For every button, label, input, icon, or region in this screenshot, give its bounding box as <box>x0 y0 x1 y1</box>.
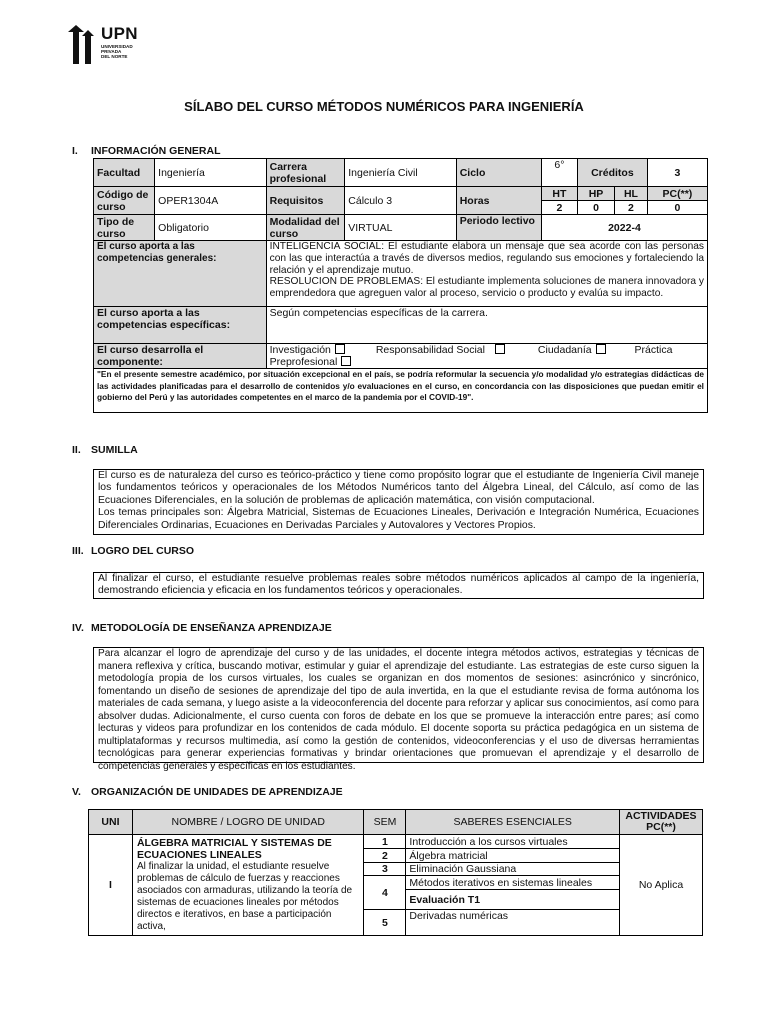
logro-box <box>93 572 704 599</box>
periodo-label: Periodo lectivo <box>456 215 541 241</box>
ht-label: HT <box>541 187 577 201</box>
sumilla-topics: Los temas principales son: Álgebra Matricial, Sistemas de Ecuaciones Lineales, Derivación e Integración Numérica, Ecuaciones Diferenciales Ordinarias, Ecuaciones en Derivadas Parciales y Autovalores y Vectores Propios. <box>98 507 699 531</box>
pc-label: PC(**) <box>647 187 707 201</box>
col-header-sem: SEM <box>364 810 406 835</box>
carrera-value: Ingeniería Civil <box>345 159 456 187</box>
logo-name: UPN <box>101 24 138 43</box>
codigo-value: OPER1304A <box>155 187 266 215</box>
saber-item: Métodos iterativos en sistemas lineales <box>406 876 620 890</box>
ciclo-value: 6° <box>541 159 577 187</box>
sumilla-text: El curso es de naturaleza del curso es teórico-práctico y tiene como propósito lograr que el estudiante de Ingeniería Civil maneje los fundamentos teóricos y operacionales de los Métodos Numéricos tanto del Álgebra Lineal, del Cálculo, así como de las Ecuaciones Diferenciales, en la solución de problemas de aplicación matemática, con visión computacional. <box>98 470 699 506</box>
hl-value: 2 <box>615 201 648 215</box>
sem-number: 1 <box>364 835 406 849</box>
checkbox-icon <box>335 344 345 354</box>
section-number: V. <box>72 786 81 798</box>
ht-value: 2 <box>541 201 577 215</box>
facultad-value: Ingeniería <box>155 159 266 187</box>
sem-number: 2 <box>364 849 406 863</box>
table-row <box>89 835 703 849</box>
requisitos-label: Requisitos <box>266 187 345 215</box>
covid-note: "En el presente semestre académico, por situación excepcional en el país, se podría reformular la secuencia y/o modalidad y/o estrategias didácticas de las actividades planificadas para el desarrollo de contenidos y/o evaluaciones en el curso, en concordancia con las disposiciones que puedan emitir el gobierno del Perú y las autoridades competentes en el marco de la pandemia por el COVID-19". <box>94 369 708 413</box>
comp-generales-1: INTELIGENCIA SOCIAL: El estudiante elabora un mensaje que sea acorde con las personas con las que interactúa a través de diversos medios, regulando sus emociones y fortaleciendo la relación y el aprendizaje mutuo. <box>269 241 704 276</box>
unit-number: I <box>89 835 133 936</box>
unit-actividades: No Aplica <box>619 835 702 936</box>
hp-value: 0 <box>577 201 614 215</box>
col-header-actividades: ACTIVIDADES PC(**) <box>619 810 702 835</box>
tipo-value: Obligatorio <box>155 215 266 241</box>
saber-item: Derivadas numéricas <box>406 910 620 936</box>
comp-responsabilidad: Responsabilidad Social <box>376 344 505 356</box>
facultad-label: Facultad <box>94 159 155 187</box>
page-title: SÍLABO DEL CURSO MÉTODOS NUMÉRICOS PARA INGENIERÍA <box>184 99 584 114</box>
sem-number: 5 <box>364 910 406 936</box>
ciclo-label: Ciclo <box>456 159 541 187</box>
comp-practica: Práctica Preprofesional <box>269 344 673 368</box>
creditos-label: Créditos <box>577 159 647 187</box>
carrera-label: Carrera profesional <box>266 159 345 187</box>
codigo-label: Código de curso <box>94 187 155 215</box>
hp-label: HP <box>577 187 614 201</box>
col-header-saberes: SABERES ESENCIALES <box>406 810 620 835</box>
sem-number: 4 <box>364 876 406 910</box>
logro-text: Al finalizar el curso, el estudiante resuelve problemas reales sobre métodos numéricos aplicados al campo de la ingeniería, demostrando eficiencia y eficacia en los fundamentos teóricos y operacionales. <box>98 573 699 597</box>
comp-investigacion: Investigación <box>270 344 345 356</box>
saber-item: Álgebra matricial <box>406 849 620 863</box>
componente-options <box>266 344 707 369</box>
comp-generales-2: RESOLUCION DE PROBLEMAS: El estudiante implementa soluciones de manera innovadora y emprendedora que agreguen valor al proceso, servicio o producto y evalúa su impacto. <box>269 276 704 300</box>
comp-especificas-value: Según competencias específicas de la carrera. <box>266 307 707 344</box>
section-number: I. <box>72 145 78 157</box>
checkbox-icon <box>596 344 606 354</box>
info-table <box>93 158 708 413</box>
section-title-unidades: ORGANIZACIÓN DE UNIDADES DE APRENDIZAJE <box>91 786 343 798</box>
section-number: II. <box>72 444 81 456</box>
section-title-info: INFORMACIÓN GENERAL <box>91 145 221 157</box>
comp-generales-label: El curso aporta a las competencias generales: <box>94 241 267 307</box>
modalidad-label: Modalidad del curso <box>266 215 345 241</box>
tipo-label: Tipo de curso <box>94 215 155 241</box>
pc-value: 0 <box>647 201 707 215</box>
checkbox-icon <box>341 356 351 366</box>
periodo-value: 2022-4 <box>541 215 707 241</box>
section-number: IV. <box>72 622 84 634</box>
comp-especificas-label: El curso aporta a las competencias específicas: <box>94 307 267 344</box>
horas-label: Horas <box>456 187 541 215</box>
modalidad-value: VIRTUAL <box>345 215 456 241</box>
checkbox-icon <box>495 344 505 354</box>
col-header-nombre: NOMBRE / LOGRO DE UNIDAD <box>132 810 364 835</box>
creditos-value: 3 <box>647 159 707 187</box>
logo-subtitle: UNIVERSIDAD PRIVADA DEL NORTE <box>101 44 133 60</box>
col-header-uni: UNI <box>89 810 133 835</box>
metodologia-box <box>93 647 704 772</box>
section-title-metodologia: METODOLOGÍA DE ENSEÑANZA APRENDIZAJE <box>91 622 332 634</box>
metodologia-text: Para alcanzar el logro de aprendizaje del curso y de las unidades, el docente integra métodos activos, estrategias y técnicas de manera reflexiva y crítica, buscando motivar, estimular y guiar el aprendizaje del estudiante. Las estrategias de este curso siguen la metodología propia de los cursos virtuales, los cuales se organizan en dos momentos de sesiones: asincrónico y sincrónico, fomentando un diseño de sesiones de aprendizaje del tipo de aula invertida, en la que el estudiante revisa de forma autónoma los materiales de cada semana, y luego asiste a la videoconferencia del docente para reforzar y aplicar sus conocimientos, así como para absolver dudas. Adicionalmente, el curso cuenta con foros de debate en los que se promueve la interacción entre pares; así como lecturas y videos para profundizar en los contenidos de cada módulo. El docente soporta su práctica pedagógica en un sistema de multiplataformas y recursos multimedia, así como la gestión de contenidos, videoconferencias y el uso de diversas herramientas tecnológicas para generar experiencias formativas y brindar orientaciones que promuevan el aprendizaje y el desarrollo de competencias generales y específicas en los estudiantes. <box>98 648 699 772</box>
saber-item: Eliminación Gaussiana <box>406 863 620 876</box>
section-title-logro: LOGRO DEL CURSO <box>91 545 195 557</box>
hl-label: HL <box>615 187 648 201</box>
section-number: III. <box>72 545 84 557</box>
componente-label: El curso desarrolla el componente: <box>94 344 267 369</box>
sumilla-box <box>93 469 704 535</box>
units-table <box>88 809 703 936</box>
comp-ciudadania: Ciudadanía <box>538 344 606 356</box>
saber-item: Introducción a los cursos virtuales <box>406 835 620 849</box>
requisitos-value: Cálculo 3 <box>345 187 456 215</box>
saber-evaluacion: Evaluación T1 <box>406 890 620 910</box>
unit-name: ÁLGEBRA MATRICIAL Y SISTEMAS DE ECUACIONES LINEALES <box>136 837 332 861</box>
section-title-sumilla: SUMILLA <box>91 444 138 456</box>
unit-name-cell <box>132 835 364 936</box>
sem-number: 3 <box>364 863 406 876</box>
unit-logro: Al finalizar la unidad, el estudiante resuelve problemas de cálculo de fuerzas y reacciones asociados con armaduras, utilizando la teoría de sistemas de ecuaciones lineales por métodos directos e iterativos, en base a participación activa, <box>136 861 353 932</box>
